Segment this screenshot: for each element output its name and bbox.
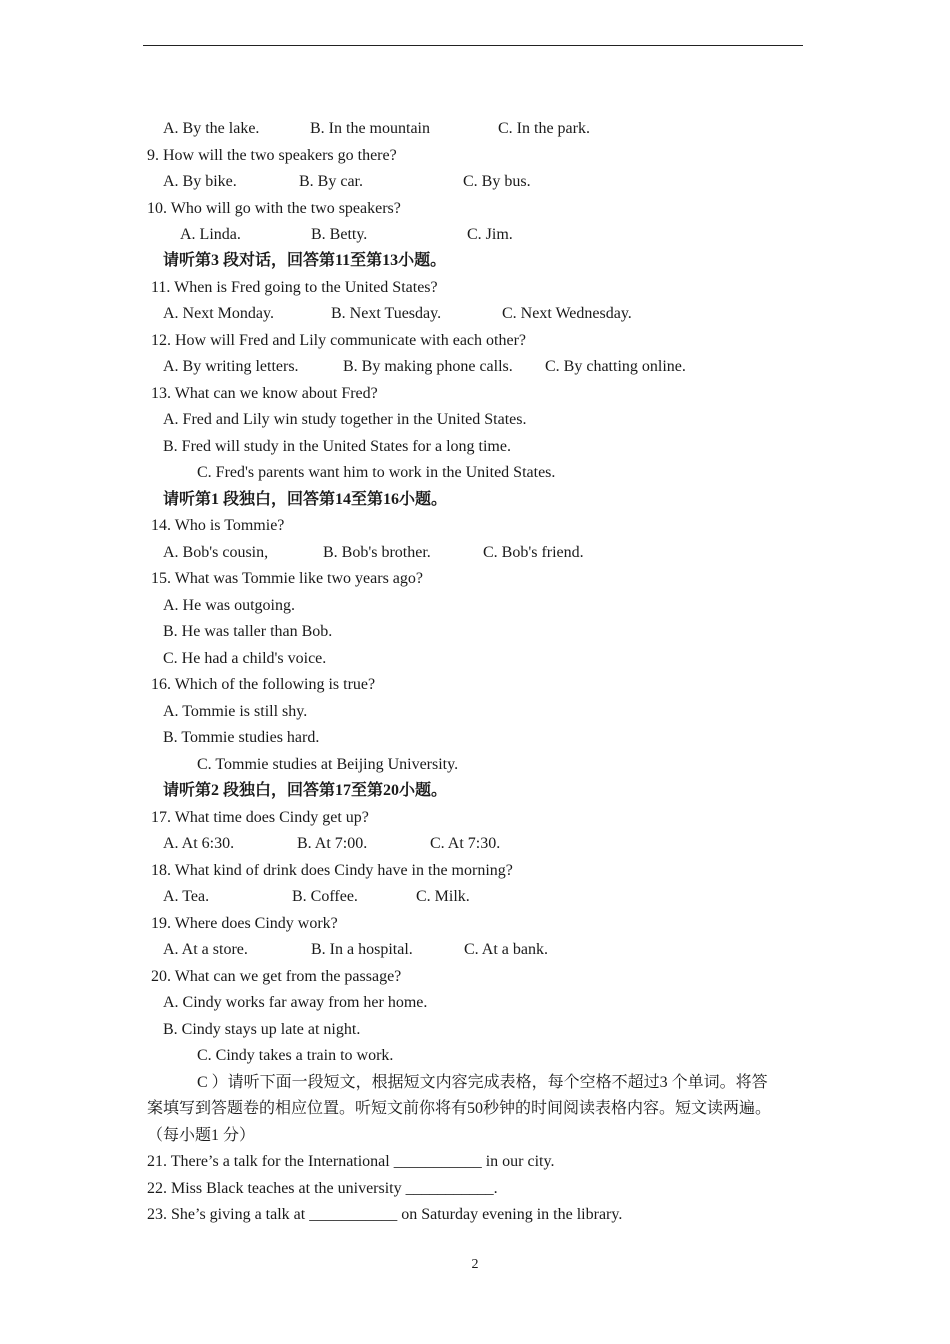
q17-text: 17. What time does Cindy get up?	[151, 809, 369, 826]
q18-option-c: C. Milk.	[416, 888, 470, 905]
section-heading-dialogue-3: 请听第3 段对话，回答第11至第13小题。	[163, 252, 447, 269]
section-heading-monologue-2: 请听第2 段独白，回答第17至第20小题。	[163, 782, 448, 799]
q8-option-c: C. In the park.	[498, 120, 590, 137]
q15-option-a: A. He was outgoing.	[163, 597, 295, 614]
q13-text: 13. What can we know about Fred?	[151, 385, 378, 402]
part-c-instruction-line-3: （每小题1 分）	[147, 1127, 256, 1144]
q11-option-a: A. Next Monday.	[163, 305, 274, 322]
q15-text: 15. What was Tommie like two years ago?	[151, 570, 423, 587]
q18-option-b: B. Coffee.	[292, 888, 358, 905]
q12-text: 12. How will Fred and Lily communicate with each other?	[151, 332, 527, 349]
q19-text: 19. Where does Cindy work?	[151, 915, 338, 932]
q15-option-c: C. He had a child's voice.	[163, 650, 327, 667]
header-rule	[143, 45, 803, 46]
q15-option-b: B. He was taller than Bob.	[163, 623, 333, 640]
q19-option-c: C. At a bank.	[464, 941, 548, 958]
q14-option-c: C. Bob's friend.	[483, 544, 584, 561]
q11-option-b: B. Next Tuesday.	[331, 305, 442, 322]
part-c-instruction-line-1: C ）请听下面一段短文，根据短文内容完成表格，每个空格不超过3 个单词。将答	[197, 1074, 768, 1091]
q10-option-b: B. Betty.	[311, 226, 368, 243]
q12-option-c: C. By chatting online.	[545, 358, 686, 375]
q14-option-a: A. Bob's cousin,	[163, 544, 269, 561]
q9-option-b: B. By car.	[299, 173, 363, 190]
part-c-instruction-line-2: 案填写到答题卷的相应位置。听短文前你将有50秒钟的时间阅读表格内容。短文读两遍。	[147, 1100, 772, 1117]
q22-fill-in: 22. Miss Black teaches at the university ___________.	[147, 1180, 498, 1197]
q13-option-b: B. Fred will study in the United States for a long time.	[163, 438, 511, 455]
q14-option-b: B. Bob's brother.	[323, 544, 431, 561]
page-number: 2	[471, 1257, 479, 1272]
q16-text: 16. Which of the following is true?	[151, 676, 376, 693]
q18-text: 18. What kind of drink does Cindy have in the morning?	[151, 862, 513, 879]
section-heading-monologue-1: 请听第1 段独白，回答第14至第16小题。	[163, 491, 448, 508]
q13-option-a: A. Fred and Lily win study together in the United States.	[163, 411, 527, 428]
q10-option-c: C. Jim.	[467, 226, 513, 243]
q18-option-a: A. Tea.	[163, 888, 210, 905]
q16-option-b: B. Tommie studies hard.	[163, 729, 320, 746]
q17-option-a: A. At 6:30.	[163, 835, 235, 852]
q16-option-c: C. Tommie studies at Beijing University.	[197, 756, 459, 773]
q17-option-c: C. At 7:30.	[430, 835, 501, 852]
q19-option-a: A. At a store.	[163, 941, 248, 958]
q11-option-c: C. Next Wednesday.	[502, 305, 632, 322]
q20-text: 20. What can we get from the passage?	[151, 968, 402, 985]
q9-text: 9. How will the two speakers go there?	[147, 147, 397, 164]
q21-fill-in: 21. There’s a talk for the International ___________ in our city.	[147, 1153, 555, 1170]
q19-option-b: B. In a hospital.	[311, 941, 413, 958]
q11-text: 11. When is Fred going to the United States?	[151, 279, 438, 296]
q20-option-c: C. Cindy takes a train to work.	[197, 1047, 394, 1064]
q10-text: 10. Who will go with the two speakers?	[147, 200, 401, 217]
q23-fill-in: 23. She’s giving a talk at ___________ on Saturday evening in the library.	[147, 1206, 623, 1223]
q20-option-a: A. Cindy works far away from her home.	[163, 994, 428, 1011]
q16-option-a: A. Tommie is still shy.	[163, 703, 308, 720]
q9-option-a: A. By bike.	[163, 173, 237, 190]
q12-option-a: A. By writing letters.	[163, 358, 299, 375]
q12-option-b: B. By making phone calls.	[343, 358, 513, 375]
q9-option-c: C. By bus.	[463, 173, 531, 190]
q17-option-b: B. At 7:00.	[297, 835, 368, 852]
q20-option-b: B. Cindy stays up late at night.	[163, 1021, 361, 1038]
q14-text: 14. Who is Tommie?	[151, 517, 285, 534]
q8-option-b: B. In the mountain	[310, 120, 430, 137]
q13-option-c: C. Fred's parents want him to work in the United States.	[197, 464, 556, 481]
q8-option-a: A. By the lake.	[163, 120, 260, 137]
q10-option-a: A. Linda.	[180, 226, 241, 243]
